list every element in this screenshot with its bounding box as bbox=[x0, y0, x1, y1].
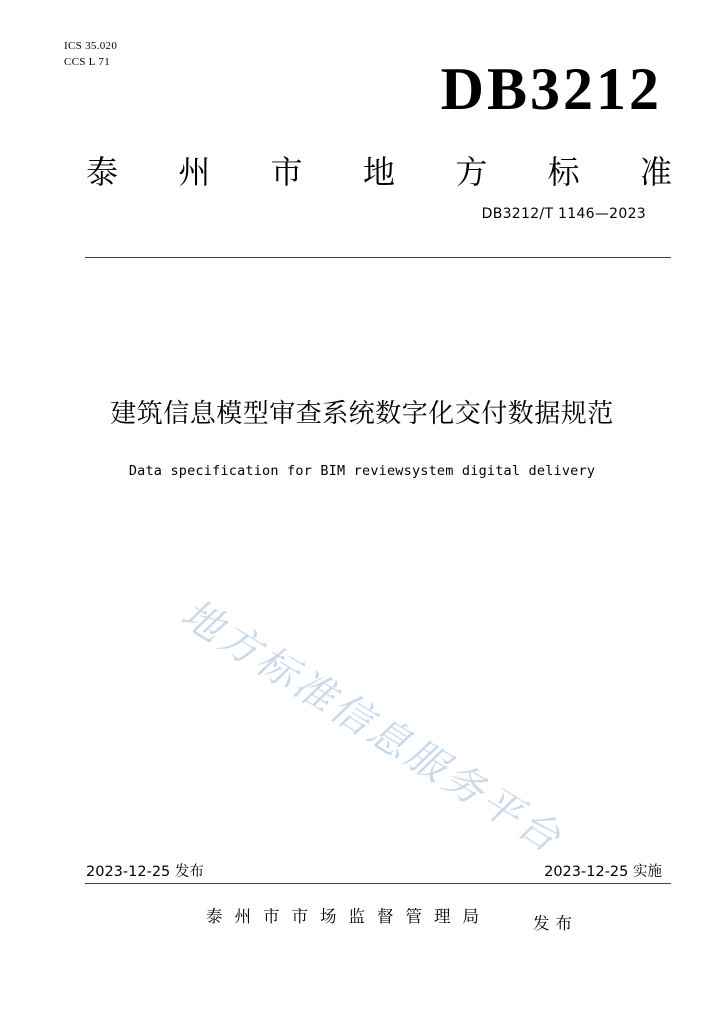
standard-type-char: 州 bbox=[178, 153, 211, 191]
issue-label: 发布 bbox=[533, 914, 578, 933]
footer-divider bbox=[85, 883, 671, 884]
standard-type-heading bbox=[86, 150, 672, 194]
ccs-code: CCS L 71 bbox=[64, 56, 111, 68]
standard-type-char: 地 bbox=[362, 153, 395, 191]
header-divider bbox=[85, 257, 671, 258]
issuing-authority: 泰州市市场监督管理局 bbox=[206, 907, 491, 926]
classification-codes bbox=[64, 38, 117, 70]
standard-type-char: 准 bbox=[639, 153, 672, 191]
implementation-date: 2023-12-25 实施 bbox=[544, 864, 662, 880]
document-title-chinese: 建筑信息模型审查系统数字化交付数据规范 bbox=[110, 399, 614, 429]
standard-type-char: 泰 bbox=[86, 153, 119, 191]
standard-code-logo: DB3212 bbox=[440, 56, 662, 122]
standard-type-char: 标 bbox=[547, 153, 580, 191]
standard-type-char: 市 bbox=[270, 153, 303, 191]
watermark: 地方标准信息服务平台 bbox=[173, 590, 571, 864]
issue-date: 2023-12-25 发布 bbox=[86, 864, 204, 880]
standard-type-char: 方 bbox=[455, 153, 488, 191]
standard-number: DB3212/T 1146—2023 bbox=[481, 206, 646, 222]
document-title-english: Data specification for BIM reviewsystem digital delivery bbox=[128, 463, 596, 479]
ics-code: ICS 35.020 bbox=[64, 40, 118, 52]
